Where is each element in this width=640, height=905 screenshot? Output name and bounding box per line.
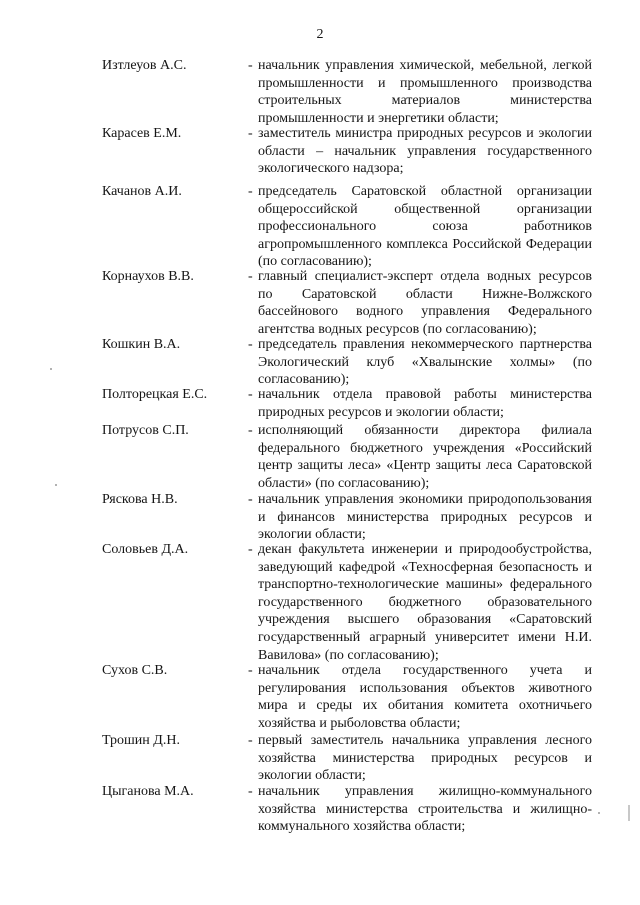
member-list — [102, 57, 592, 843]
scan-speck — [598, 812, 600, 814]
member-name: Ряскова Н.В. — [102, 492, 178, 507]
member-entry — [102, 491, 592, 541]
member-position: - начальник управления химической, мебельной, легкой промышленности и промышленного производства строительных материалов министерства промышленности и энергетики области; — [248, 57, 592, 127]
member-position: - начальник управления жилищно-коммунального хозяйства министерства строительства и жилищно-коммунального хозяйства области; — [248, 783, 592, 836]
member-entry — [102, 386, 592, 422]
member-entry — [102, 183, 592, 268]
member-name: Цыганова М.А. — [102, 784, 194, 799]
member-name: Изтлеуов А.С. — [102, 58, 187, 73]
member-entry — [102, 662, 592, 732]
member-position: - первый заместитель начальника управления лесного хозяйства министерства природных ресурсов и экологии области; — [248, 732, 592, 785]
member-entry — [102, 783, 592, 843]
member-position: - декан факультета инженерии и природообустройства, заведующий кафедрой «Техносферная безопасность и транспортно-технологические машины» федерального государственного бюджетного образовательного учреждения высшего образования «Саратовский государственный аграрный университет имени Н.И. Вавилова» (по согласованию); — [248, 541, 592, 664]
scan-speck — [55, 484, 57, 486]
member-name: Карасев Е.М. — [102, 126, 182, 141]
member-entry — [102, 268, 592, 336]
member-position: - начальник отдела государственного учета и регулирования использования объектов животного мира и среды их обитания комитета охотничьего хозяйства и рыболовства области; — [248, 662, 592, 732]
member-position: - начальник отдела правовой работы министерства природных ресурсов и экологии области; — [248, 386, 592, 421]
member-entry — [102, 732, 592, 783]
member-name: Сухов С.В. — [102, 663, 168, 678]
scan-speck — [50, 368, 52, 370]
member-entry — [102, 422, 592, 491]
member-name: Полторецкая Е.С. — [102, 387, 208, 402]
member-name: Корнаухов В.В. — [102, 269, 194, 284]
member-position: - председатель Саратовской областной организации общероссийской общественной организации профессионального союза работников агропромышленного комплекса Российской Федерации (по согласованию); — [248, 183, 592, 271]
member-entry — [102, 541, 592, 662]
member-name: Трошин Д.Н. — [102, 733, 180, 748]
member-position: - председатель правления некоммерческого партнерства Экологический клуб «Хвалынские холмы» (по согласованию); — [248, 336, 592, 389]
member-entry — [102, 57, 592, 125]
member-name: Кошкин В.А. — [102, 337, 181, 352]
member-name: Потрусов С.П. — [102, 423, 189, 438]
member-name: Соловьев Д.А. — [102, 542, 189, 557]
page-number: 2 — [316, 27, 324, 42]
member-position: - заместитель министра природных ресурсов и экологии области – начальник управления государственного экологического надзора; — [248, 125, 592, 178]
scan-edge-mark — [628, 805, 630, 821]
member-position: - исполняющий обязанности директора филиала федерального бюджетного учреждения «Российский центр защиты леса» «Центр защиты леса Саратовской области» (по согласованию); — [248, 422, 592, 492]
member-entry — [102, 125, 592, 183]
member-position: - главный специалист-эксперт отдела водных ресурсов по Саратовской области Нижне-Волжского бассейнового водного управления Федерального агентства водных ресурсов (по согласованию); — [248, 268, 592, 338]
member-entry — [102, 336, 592, 386]
member-position: - начальник управления экономики природопользования и финансов министерства природных ресурсов и экологии области; — [248, 491, 592, 544]
member-name: Качанов А.И. — [102, 184, 182, 199]
